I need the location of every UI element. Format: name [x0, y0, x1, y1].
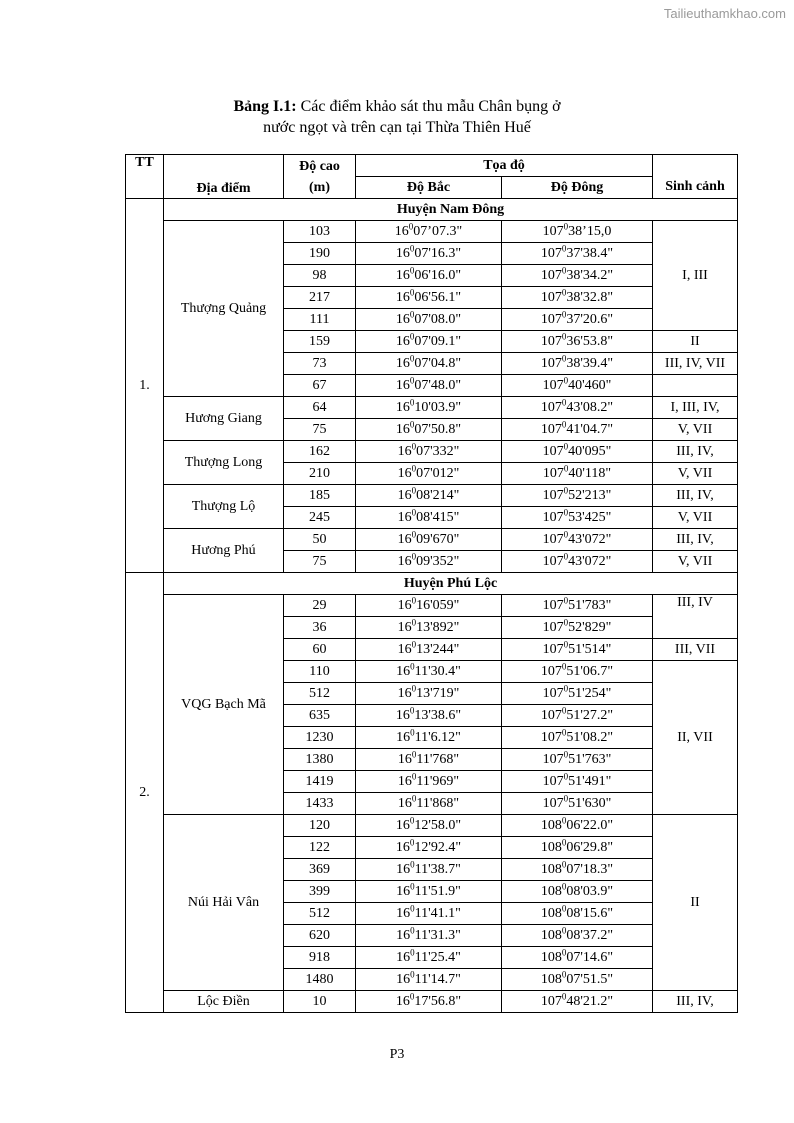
habitat-value: III, IV, VII	[653, 353, 738, 375]
elevation-value: 190	[284, 243, 356, 265]
east-coordinate: $107^040'460$"	[502, 375, 653, 397]
table-row	[126, 441, 738, 463]
district-number: 2.	[126, 573, 164, 1013]
north-coordinate: $16^011'969$"	[356, 771, 502, 793]
degree-symbol: 0	[561, 881, 567, 892]
elevation-value: 36	[284, 617, 356, 639]
elevation-value: 111	[284, 309, 356, 331]
degree-symbol: 0	[561, 837, 567, 848]
east-coordinate: $107^051'491$"	[502, 771, 653, 793]
elevation-value: 1480	[284, 969, 356, 991]
north-coordinate: $16^007'09.1$"	[356, 331, 502, 353]
location-name: Thượng Lộ	[164, 485, 284, 529]
degree-symbol: 0	[561, 903, 567, 914]
north-coordinate: $16^013'38.6$"	[356, 705, 502, 727]
north-coordinate: $16^013'892$"	[356, 617, 502, 639]
east-coordinate: $107^048'21.2$"	[502, 991, 653, 1013]
degree-symbol: 0	[411, 551, 417, 562]
location-name: Núi Hải Vân	[164, 815, 284, 991]
north-coordinate: $16^011'38.7$"	[356, 859, 502, 881]
district-row	[126, 573, 738, 595]
degree-symbol: 0	[408, 221, 414, 232]
east-coordinate: $107^051'630$"	[502, 793, 653, 815]
east-coordinate: $107^043'072$"	[502, 529, 653, 551]
degree-symbol: 0	[561, 419, 567, 430]
east-coordinate: $108^007'18.3$"	[502, 859, 653, 881]
east-coordinate: $107^043'072$"	[502, 551, 653, 573]
east-coordinate: $107^052'213$"	[502, 485, 653, 507]
north-coordinate: $16^016'059$"	[356, 595, 502, 617]
east-coordinate: $108^007'14.6$"	[502, 947, 653, 969]
degree-symbol: 0	[409, 309, 415, 320]
north-coordinate: $16^007'08.0$"	[356, 309, 502, 331]
degree-symbol: 0	[411, 485, 417, 496]
east-coordinate: $107^051'783$"	[502, 595, 653, 617]
survey-table	[125, 154, 738, 1013]
elevation-value: 210	[284, 463, 356, 485]
degree-symbol: 0	[563, 771, 569, 782]
habitat-value: V, VII	[653, 551, 738, 573]
degree-symbol: 0	[410, 925, 415, 936]
district-name: Huyện Nam Đông	[164, 199, 738, 221]
east-coordinate: $107^037'20.6$"	[502, 309, 653, 331]
habitat-value: I, III	[653, 221, 738, 331]
north-coordinate: $16^011'30.4$"	[356, 661, 502, 683]
degree-symbol: 0	[409, 353, 415, 364]
east-coordinate: $107^041'04.7$"	[502, 419, 653, 441]
header-tt: TT	[126, 155, 164, 199]
elevation-value: 98	[284, 265, 356, 287]
habitat-value	[653, 375, 738, 397]
elevation-value: 159	[284, 331, 356, 353]
degree-symbol: 0	[411, 595, 417, 606]
degree-symbol: 0	[410, 859, 415, 870]
header-elevation-line2: (m)	[309, 179, 330, 195]
degree-symbol: 0	[561, 947, 567, 958]
degree-symbol: 0	[563, 595, 569, 606]
location-name: Lộc Điền	[164, 991, 284, 1013]
elevation-value: 1419	[284, 771, 356, 793]
elevation-value: 122	[284, 837, 356, 859]
east-coordinate: $107^040'095$"	[502, 441, 653, 463]
degree-symbol: 0	[409, 287, 415, 298]
north-coordinate: $16^011'25.4$"	[356, 947, 502, 969]
degree-symbol: 0	[561, 661, 567, 672]
header-habitat: Sinh cảnh	[653, 155, 738, 199]
header-north: Độ Bắc	[356, 177, 502, 199]
degree-symbol: 0	[561, 859, 567, 870]
degree-symbol: 0	[561, 705, 567, 716]
table-row	[126, 485, 738, 507]
table-row	[126, 221, 738, 243]
east-coordinate: $108^008'15.6$"	[502, 903, 653, 925]
habitat-value: V, VII	[653, 419, 738, 441]
degree-symbol: 0	[411, 771, 417, 782]
table-row	[126, 991, 738, 1013]
degree-symbol: 0	[411, 441, 417, 452]
degree-symbol: 0	[561, 331, 567, 342]
degree-symbol: 0	[561, 243, 567, 254]
elevation-value: 217	[284, 287, 356, 309]
degree-symbol: 0	[409, 705, 415, 716]
elevation-value: 75	[284, 419, 356, 441]
north-coordinate: $16^007'48.0$"	[356, 375, 502, 397]
table-row	[126, 815, 738, 837]
table-row	[126, 397, 738, 419]
location-name: Hương Giang	[164, 397, 284, 441]
habitat-value: V, VII	[653, 507, 738, 529]
elevation-value: 162	[284, 441, 356, 463]
north-coordinate: $16^011'868$"	[356, 793, 502, 815]
north-coordinate: $16^009'352$"	[356, 551, 502, 573]
north-coordinate: $16^007'012$"	[356, 463, 502, 485]
degree-symbol: 0	[410, 881, 415, 892]
elevation-value: 399	[284, 881, 356, 903]
degree-symbol: 0	[410, 903, 415, 914]
degree-symbol: 0	[563, 529, 569, 540]
degree-symbol: 0	[561, 727, 567, 738]
elevation-value: 110	[284, 661, 356, 683]
elevation-value: 620	[284, 925, 356, 947]
north-coordinate: $16^017'56.8$"	[356, 991, 502, 1013]
degree-symbol: 0	[409, 991, 415, 1002]
degree-symbol: 0	[563, 551, 569, 562]
east-coordinate: $107^051'06.7$"	[502, 661, 653, 683]
header-location: Địa điểm	[164, 155, 284, 199]
east-coordinate: $107^037'38.4$"	[502, 243, 653, 265]
district-name: Huyện Phú Lộc	[164, 573, 738, 595]
degree-symbol: 0	[561, 265, 567, 276]
header-coordinates: Tọa độ	[356, 155, 653, 177]
elevation-value: 1380	[284, 749, 356, 771]
degree-symbol: 0	[411, 793, 417, 804]
degree-symbol: 0	[561, 353, 567, 364]
east-coordinate: $107^052'829$"	[502, 617, 653, 639]
habitat-value: II	[653, 815, 738, 991]
east-coordinate: $108^008'37.2$"	[502, 925, 653, 947]
east-coordinate: $107^051'254$"	[502, 683, 653, 705]
degree-symbol: 0	[410, 727, 415, 738]
degree-symbol: 0	[411, 639, 417, 650]
location-name: Thượng Quảng	[164, 221, 284, 397]
north-coordinate: $16^008'214$"	[356, 485, 502, 507]
district-row	[126, 199, 738, 221]
east-coordinate: $107^036'53.8$"	[502, 331, 653, 353]
degree-symbol: 0	[411, 529, 417, 540]
north-coordinate: $16^006'16.0$"	[356, 265, 502, 287]
north-coordinate: $16^012'92.4$"	[356, 837, 502, 859]
north-coordinate: $16^012'58.0$"	[356, 815, 502, 837]
east-coordinate: $108^006'22.0$"	[502, 815, 653, 837]
habitat-value: II, VII	[653, 661, 738, 815]
east-coordinate: $107^040'118$"	[502, 463, 653, 485]
table-body	[126, 199, 738, 1013]
habitat-value: III, VII	[653, 639, 738, 661]
elevation-value: 73	[284, 353, 356, 375]
page-number: P3	[389, 1047, 405, 1062]
degree-symbol: 0	[409, 419, 415, 430]
north-coordinate: $16^011'14.7$"	[356, 969, 502, 991]
north-coordinate: $16^009'670$"	[356, 529, 502, 551]
east-coordinate: $107^043'08.2$"	[502, 397, 653, 419]
degree-symbol: 0	[563, 441, 569, 452]
elevation-value: 512	[284, 903, 356, 925]
east-coordinate: $107^051'514$"	[502, 639, 653, 661]
north-coordinate: $16^007'04.8$"	[356, 353, 502, 375]
north-coordinate: $16^008'415$"	[356, 507, 502, 529]
elevation-value: 64	[284, 397, 356, 419]
degree-symbol: 0	[411, 507, 417, 518]
caption-label: Bảng I.1:	[233, 98, 297, 115]
degree-symbol: 0	[409, 837, 415, 848]
elevation-value: 67	[284, 375, 356, 397]
habitat-value: III, IV,	[653, 991, 738, 1013]
elevation-value: 29	[284, 595, 356, 617]
elevation-value: 103	[284, 221, 356, 243]
table-caption	[0, 96, 794, 138]
north-coordinate: $16^011'51.9$"	[356, 881, 502, 903]
degree-symbol: 0	[561, 397, 567, 408]
degree-symbol: 0	[411, 463, 417, 474]
watermark: Tailieuthamkhao.com	[663, 6, 786, 21]
degree-symbol: 0	[563, 749, 569, 760]
degree-symbol: 0	[409, 815, 415, 826]
north-coordinate: $16^011'31.3$"	[356, 925, 502, 947]
elevation-value: 1230	[284, 727, 356, 749]
location-name: Hương Phú	[164, 529, 284, 573]
elevation-value: 50	[284, 529, 356, 551]
habitat-value: II	[653, 331, 738, 353]
degree-symbol: 0	[410, 947, 415, 958]
degree-symbol: 0	[410, 969, 415, 980]
degree-symbol: 0	[561, 991, 567, 1002]
elevation-value: 75	[284, 551, 356, 573]
elevation-value: 635	[284, 705, 356, 727]
north-coordinate: $16^007'332$"	[356, 441, 502, 463]
degree-symbol: 0	[410, 661, 415, 672]
north-coordinate: $16^010'03.9$"	[356, 397, 502, 419]
degree-symbol: 0	[563, 793, 569, 804]
north-coordinate: $16^007'16.3$"	[356, 243, 502, 265]
east-coordinate: $108^008'03.9$"	[502, 881, 653, 903]
east-coordinate: $107^051'08.2$"	[502, 727, 653, 749]
north-coordinate: $16^006'56.1$"	[356, 287, 502, 309]
habitat-value: III, IV,	[653, 529, 738, 551]
elevation-value: 185	[284, 485, 356, 507]
degree-symbol: 0	[561, 815, 567, 826]
north-coordinate: $16^011'6.12$"	[356, 727, 502, 749]
north-coordinate: $16^011'768$"	[356, 749, 502, 771]
degree-symbol: 0	[411, 683, 417, 694]
degree-symbol: 0	[409, 265, 415, 276]
elevation-value: 369	[284, 859, 356, 881]
caption-line-1: Các điểm khảo sát thu mẫu Chân bụng ở	[296, 98, 561, 115]
degree-symbol: 0	[561, 969, 567, 980]
district-number: 1.	[126, 199, 164, 573]
habitat-value: III, IV,	[653, 485, 738, 507]
east-coordinate: $107^051'27.2$"	[502, 705, 653, 727]
east-coordinate: $107^038'34.2$"	[502, 265, 653, 287]
degree-symbol: 0	[561, 287, 567, 298]
degree-symbol: 0	[563, 221, 569, 232]
header-east: Độ Đông	[502, 177, 653, 199]
north-coordinate: $16^011'41.1$"	[356, 903, 502, 925]
habitat-value: I, III, IV,	[653, 397, 738, 419]
east-coordinate: $108^007'51.5$"	[502, 969, 653, 991]
degree-symbol: 0	[563, 683, 569, 694]
degree-symbol: 0	[563, 507, 569, 518]
degree-symbol: 0	[411, 749, 417, 760]
degree-symbol: 0	[561, 925, 567, 936]
degree-symbol: 0	[563, 617, 569, 628]
degree-symbol: 0	[563, 485, 569, 496]
east-coordinate: $107^038’15,0$	[502, 221, 653, 243]
habitat-value: III, IV	[653, 595, 738, 639]
elevation-value: 245	[284, 507, 356, 529]
degree-symbol: 0	[563, 639, 569, 650]
habitat-value: V, VII	[653, 463, 738, 485]
elevation-value: 512	[284, 683, 356, 705]
habitat-value: III, IV,	[653, 441, 738, 463]
degree-symbol: 0	[409, 243, 415, 254]
elevation-value: 10	[284, 991, 356, 1013]
north-coordinate: $16^007'50.8$"	[356, 419, 502, 441]
north-coordinate: $16^007’07.3$"	[356, 221, 502, 243]
caption-line-2: nước ngọt và trên cạn tại Thừa Thiên Huế	[263, 119, 531, 136]
header-elevation	[284, 155, 356, 199]
east-coordinate: $107^053'425$"	[502, 507, 653, 529]
header-elevation-line1: Độ cao	[299, 158, 340, 174]
elevation-value: 918	[284, 947, 356, 969]
degree-symbol: 0	[563, 463, 569, 474]
degree-symbol: 0	[561, 309, 567, 320]
east-coordinate: $107^051'763$"	[502, 749, 653, 771]
degree-symbol: 0	[409, 397, 415, 408]
degree-symbol: 0	[409, 331, 415, 342]
location-name: VQG Bạch Mã	[164, 595, 284, 815]
table-row	[126, 529, 738, 551]
north-coordinate: $16^013'719$"	[356, 683, 502, 705]
east-coordinate: $107^038'39.4$"	[502, 353, 653, 375]
location-name: Thượng Long	[164, 441, 284, 485]
east-coordinate: $107^038'32.8$"	[502, 287, 653, 309]
elevation-value: 60	[284, 639, 356, 661]
degree-symbol: 0	[563, 375, 569, 386]
degree-symbol: 0	[411, 617, 417, 628]
east-coordinate: $108^006'29.8$"	[502, 837, 653, 859]
elevation-value: 1433	[284, 793, 356, 815]
elevation-value: 120	[284, 815, 356, 837]
north-coordinate: $16^013'244$"	[356, 639, 502, 661]
degree-symbol: 0	[409, 375, 415, 386]
table-row	[126, 595, 738, 617]
